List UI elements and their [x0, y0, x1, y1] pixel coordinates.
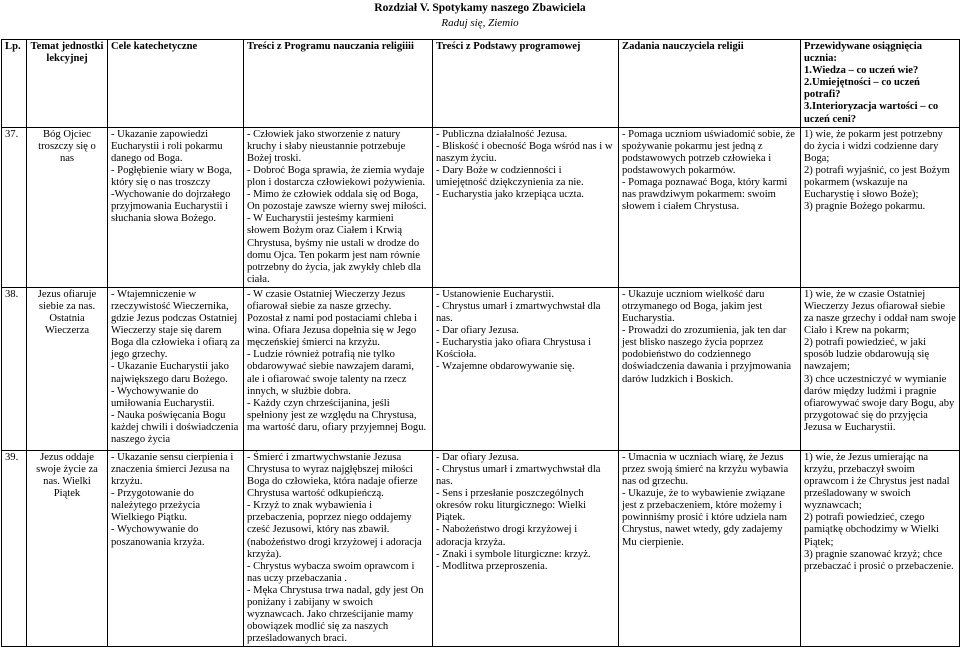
cell-podstawa: - Dar ofiary Jezusa. - Chrystus umarł i zmartwychwstał dla nas. - Sens i przesłanie poszczególnych okresów roku liturgicznego: Wielki Piątek. - Nabożeństwo drogi krzyżowej i adoracja krzyża. - Znaki i symbole liturgiczne: krzyż. - Modlitwa przeproszenia.	[433, 450, 619, 647]
cell-zadania: - Pomaga uczniom uświadomić sobie, że spożywanie pokarmu jest jedną z podstawowych potrzeb człowieka i podstawowych pokarmów. - Pomaga poznawać Boga, który karmi nas prawdziwym pokarmem: swoim słowem i ciałem Chrystusa.	[619, 127, 801, 287]
column-header-tresci-podstawa: Treści z Podstawy programowej	[433, 40, 619, 128]
column-header-przewidywane: Przewidywane osiągnięcia ucznia: 1.Wiedza – co uczeń wie? 2.Umiejętności – co uczeń potrafi? 3.Interioryzacja wartości – co uczeń ceni?	[801, 40, 960, 128]
column-header-lp: Lp.	[2, 40, 27, 128]
table-row	[2, 287, 960, 450]
chapter-subtitle: Raduj się, Ziemio	[441, 17, 519, 29]
cell-program: - Śmierć i zmartwychwstanie Jezusa Chrystusa to wyraz najgłębszej miłości Boga do człowieka, która nadaje ofierze Chrystusa wartość odkupieńczą. - Krzyż to znak wybawienia i przebaczenia, poprzez niego oddajemy cześć Jezusowi, który nas zbawił. (nabożeństwo drogi krzyżowej i adoracja krzyża). - Chrystus wybacza swoim oprawcom i nas uczy przebaczania . - Męka Chrystusa trwa nadal, gdy jest On poniżany i zabijany w swoich wyznawcach. Jako chrześcijanie mamy obowiązek modlić się za naszych prześladowanych braci.	[244, 450, 433, 647]
cell-cele: - Ukazanie sensu cierpienia i znaczenia śmierci Jezusa na krzyżu. - Przygotowanie do należytego przeżycia Wielkiego Piątku. - Wychowywanie do poszanowania krzyża.	[108, 450, 244, 647]
cell-osiagniecia: 1) wie, że Jezus umierając na krzyżu, przebaczył swoim oprawcom i że Chrystus jest nadal prześladowany w swoich wyznawcach; 2) potrafi powiedzieć, czego pamiątkę obchodzimy w Wielki Piątek; 3) pragnie szanować krzyż; chce przebaczać i prosić o przebaczenie.	[801, 450, 960, 647]
cell-cele: - Ukazanie zapowiedzi Eucharystii i roli pokarmu danego od Boga. - Pogłębienie wiary w Boga, który się o nas troszczy -Wychowanie do dojrzałego przyjmowania Eucharystii i słuchania słowa Bożego.	[108, 127, 244, 287]
cell-zadania: - Ukazuje uczniom wielkość daru otrzymanego od Boga, jakim jest Eucharystia. - Prowadzi do zrozumienia, jak ten dar jest blisko naszego życia poprzez podobieństwo do codziennego doświadczenia dawania i przyjmowania darów ludzkich i Boskich.	[619, 287, 801, 450]
cell-temat: Jezus ofiaruje siebie za nas. Ostatnia Wieczerza	[27, 287, 108, 450]
cell-cele: - Wtajemniczenie w rzeczywistość Wieczernika, gdzie Jezus podczas Ostatniej Wieczerzy staje się darem Boga dla człowieka i ofiarą za jego grzechy. - Ukazanie Eucharystii jako największego daru Bożego. - Wychowywanie do umiłowania Eucharystii. - Nauka poświęcania Bogu każdej chwili i doświadczenia naszego życia	[108, 287, 244, 450]
cell-temat: Bóg Ojciec troszczy się o nas	[27, 127, 108, 287]
cell-program: - Człowiek jako stworzenie z natury kruchy i słaby nieustannie potrzebuje Bożej troski. - Dobroć Boga sprawia, że ziemia wydaje plon i dostarcza człowiekowi pożywienia. - Mimo że człowiek oddala się od Boga, On pozostaje zawsze wierny swej miłości. - W Eucharystii jesteśmy karmieni słowem Bożym oraz Ciałem i Krwią Chrystusa, byśmy nie ustali w drodze do domu Ojca. Ten pokarm jest nam równie potrzebny do życia, jak zwykły chleb dla ciała.	[244, 127, 433, 287]
lesson-plan-table	[1, 39, 960, 647]
cell-podstawa: - Publiczna działalność Jezusa. - Bliskość i obecność Boga wśród nas i w naszym życiu. - Dary Boże w codzienności i umiejętność dziękczynienia za nie. - Eucharystia jako krzepiąca uczta.	[433, 127, 619, 287]
cell-lp: 37.	[2, 127, 27, 287]
cell-program: - W czasie Ostatniej Wieczerzy Jezus ofiarował siebie za nasze grzechy. Pozostał z nami pod postaciami chleba i wina. Ofiara Jezusa dopełnia się w Jego męczeńskiej śmierci na krzyżu. - Ludzie również potrafią nie tylko obdarowywać siebie nawzajem darami, ale i ofiarować swoje talenty na rzecz innych, w służbie dobra. - Każdy czyn chrześcijanina, jeśli spełniony jest ze względu na Chrystusa, ma wartość daru, ofiary przyjemnej Bogu.	[244, 287, 433, 450]
column-header-temat: Temat jednostki lekcyjnej	[27, 40, 108, 128]
column-header-cele: Cele katechetyczne	[108, 40, 244, 128]
chapter-title: Rozdział V. Spotykamy naszego Zbawiciela	[374, 2, 586, 14]
cell-osiagniecia: 1) wie, że w czasie Ostatniej Wieczerzy Jezus ofiarował siebie za nasze grzechy i oddał nam swoje Ciało i Krew na pokarm; 2) potrafi powiedzieć, w jaki sposób ludzie obdarowują się nawzajem; 3) chce uczestniczyć w wymianie darów między ludźmi i pragnie ofiarowywać swoje dary Bogu, aby przygotować się do przyjęcia Jezusa w Eucharystii.	[801, 287, 960, 450]
table-row	[2, 450, 960, 647]
table-header-row	[2, 40, 960, 128]
table-row	[2, 127, 960, 287]
cell-temat: Jezus oddaje swoje życie za nas. Wielki Piątek	[27, 450, 108, 647]
cell-podstawa: - Ustanowienie Eucharystii. - Chrystus umarł i zmartwychwstał dla nas. - Dar ofiary Jezusa. - Eucharystia jako ofiara Chrystusa i Kościoła. - Wzajemne obdarowywanie się.	[433, 287, 619, 450]
cell-osiagniecia: 1) wie, że pokarm jest potrzebny do życia i widzi codzienne dary Boga; 2) potrafi wyjaśnić, co jest Bożym pokarmem (wskazuje na Eucharystię i słowo Boże); 3) pragnie Bożego pokarmu.	[801, 127, 960, 287]
cell-lp: 39.	[2, 450, 27, 647]
column-header-tresci-program: Treści z Programu nauczania religiiii	[244, 40, 433, 128]
column-header-zadania: Zadania nauczyciela religii	[619, 40, 801, 128]
cell-lp: 38.	[2, 287, 27, 450]
cell-zadania: - Umacnia w uczniach wiarę, że Jezus przez swoją śmierć na krzyżu wybawia nas od grzechu. - Ukazuje, że to wybawienie związane jest z przebaczeniem, które możemy i powinniśmy prosić i które udziela nam Chrystus, nawet wtedy, gdy zadajemy Mu cierpienie.	[619, 450, 801, 647]
